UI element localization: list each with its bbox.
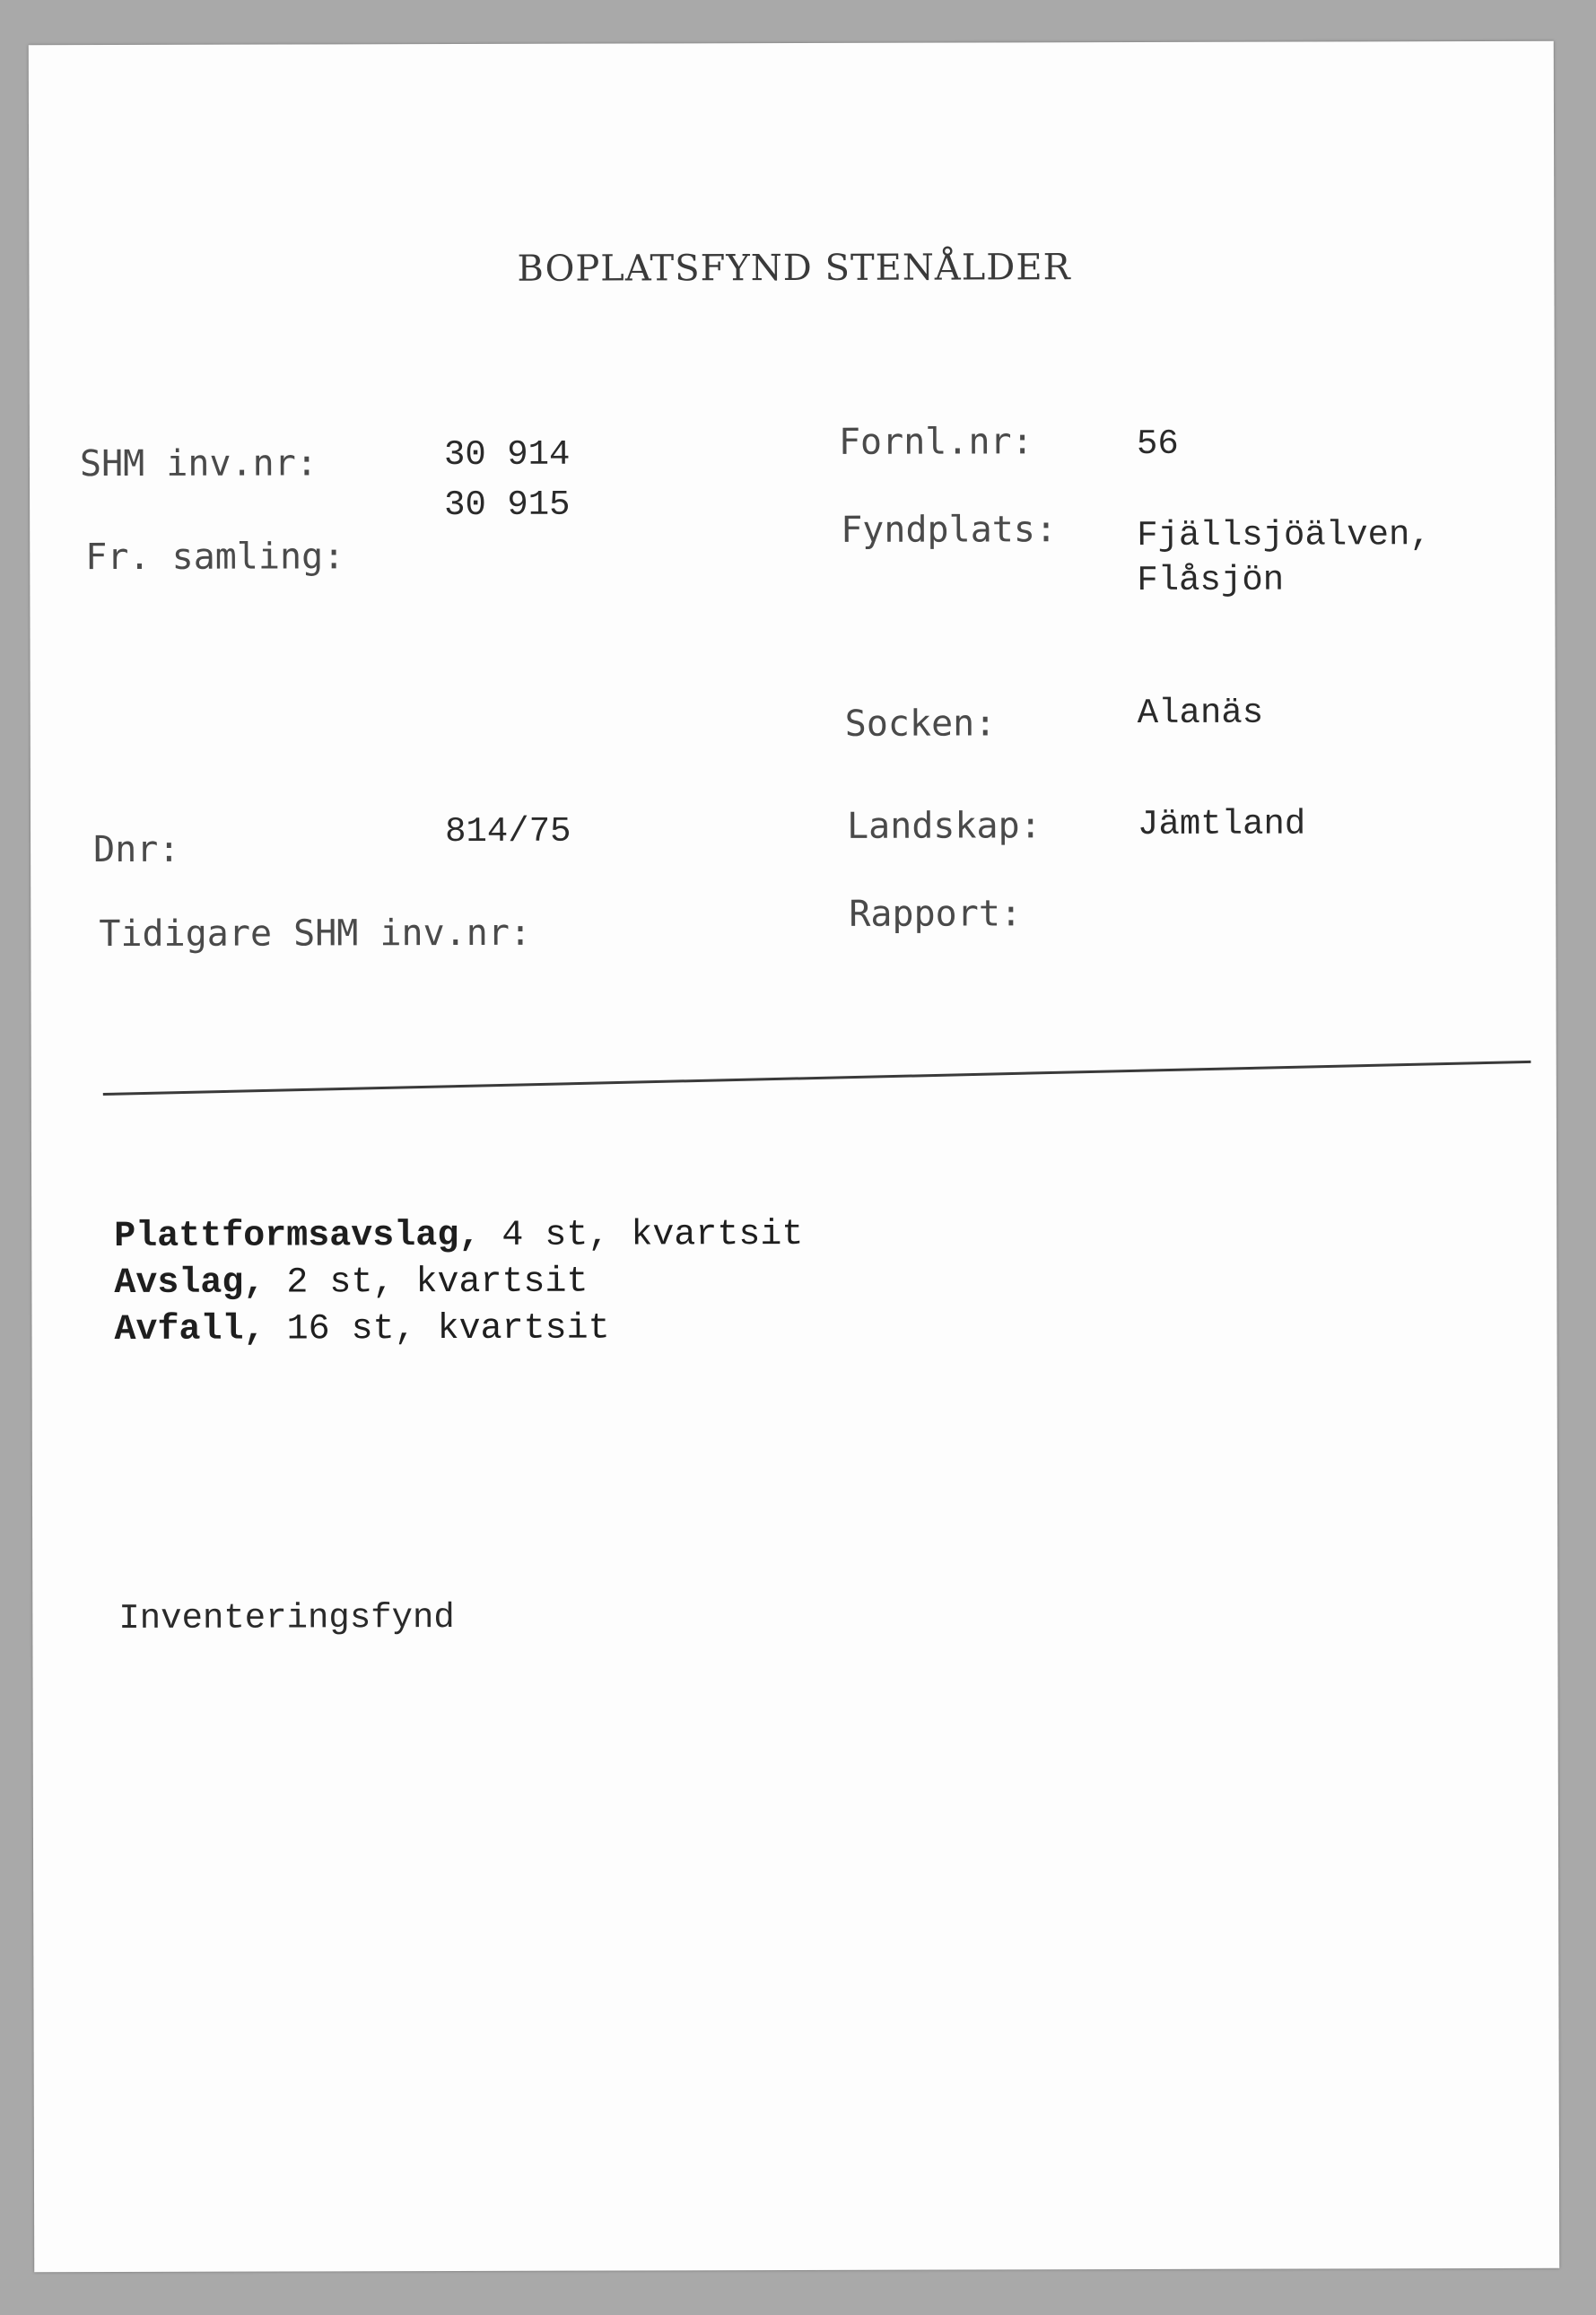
- rapport-label: Rapport:: [849, 893, 1023, 935]
- find-item-1: [114, 1215, 803, 1257]
- fornl-label: Fornl.nr:: [838, 421, 1033, 463]
- fr-samling-label: Fr. samling:: [85, 536, 345, 579]
- inventory-note: Inventeringsfynd: [118, 1597, 455, 1638]
- landskap-value: Jämtland: [1137, 804, 1306, 844]
- fyndplats-value-1: Fjällsjöälven,: [1137, 515, 1431, 555]
- find-name: Avslag,: [114, 1262, 266, 1304]
- catalog-card: [29, 41, 1559, 2272]
- shm-inv-value-2: 30 915: [444, 485, 571, 526]
- divider-line: [103, 1061, 1531, 1096]
- find-detail: 16 st, kvartsit: [265, 1308, 610, 1350]
- dnr-value: 814/75: [444, 811, 571, 852]
- find-detail: 2 st, kvartsit: [265, 1262, 589, 1304]
- find-name: Avfall,: [114, 1309, 266, 1350]
- fyndplats-value-2: Flåsjön: [1137, 560, 1285, 600]
- find-detail: 4 st, kvartsit: [480, 1214, 804, 1256]
- dnr-label: Dnr:: [93, 828, 180, 871]
- find-item-2: [114, 1262, 588, 1304]
- tidigare-shm-label: Tidigare SHM inv.nr:: [99, 912, 532, 956]
- landskap-label: Landskap:: [846, 805, 1042, 847]
- fornl-value: 56: [1136, 424, 1179, 464]
- shm-inv-label: SHM inv.nr:: [79, 442, 318, 485]
- card-title: BOPLATSFYND STENÅLDER: [517, 247, 1071, 290]
- shm-inv-value-1: 30 914: [443, 434, 571, 476]
- find-name: Plattformsavslag,: [114, 1215, 481, 1257]
- fyndplats-label: Fyndplats:: [841, 509, 1058, 551]
- socken-value: Alanäs: [1137, 693, 1264, 733]
- find-item-3: [114, 1309, 609, 1350]
- socken-label: Socken:: [844, 703, 997, 745]
